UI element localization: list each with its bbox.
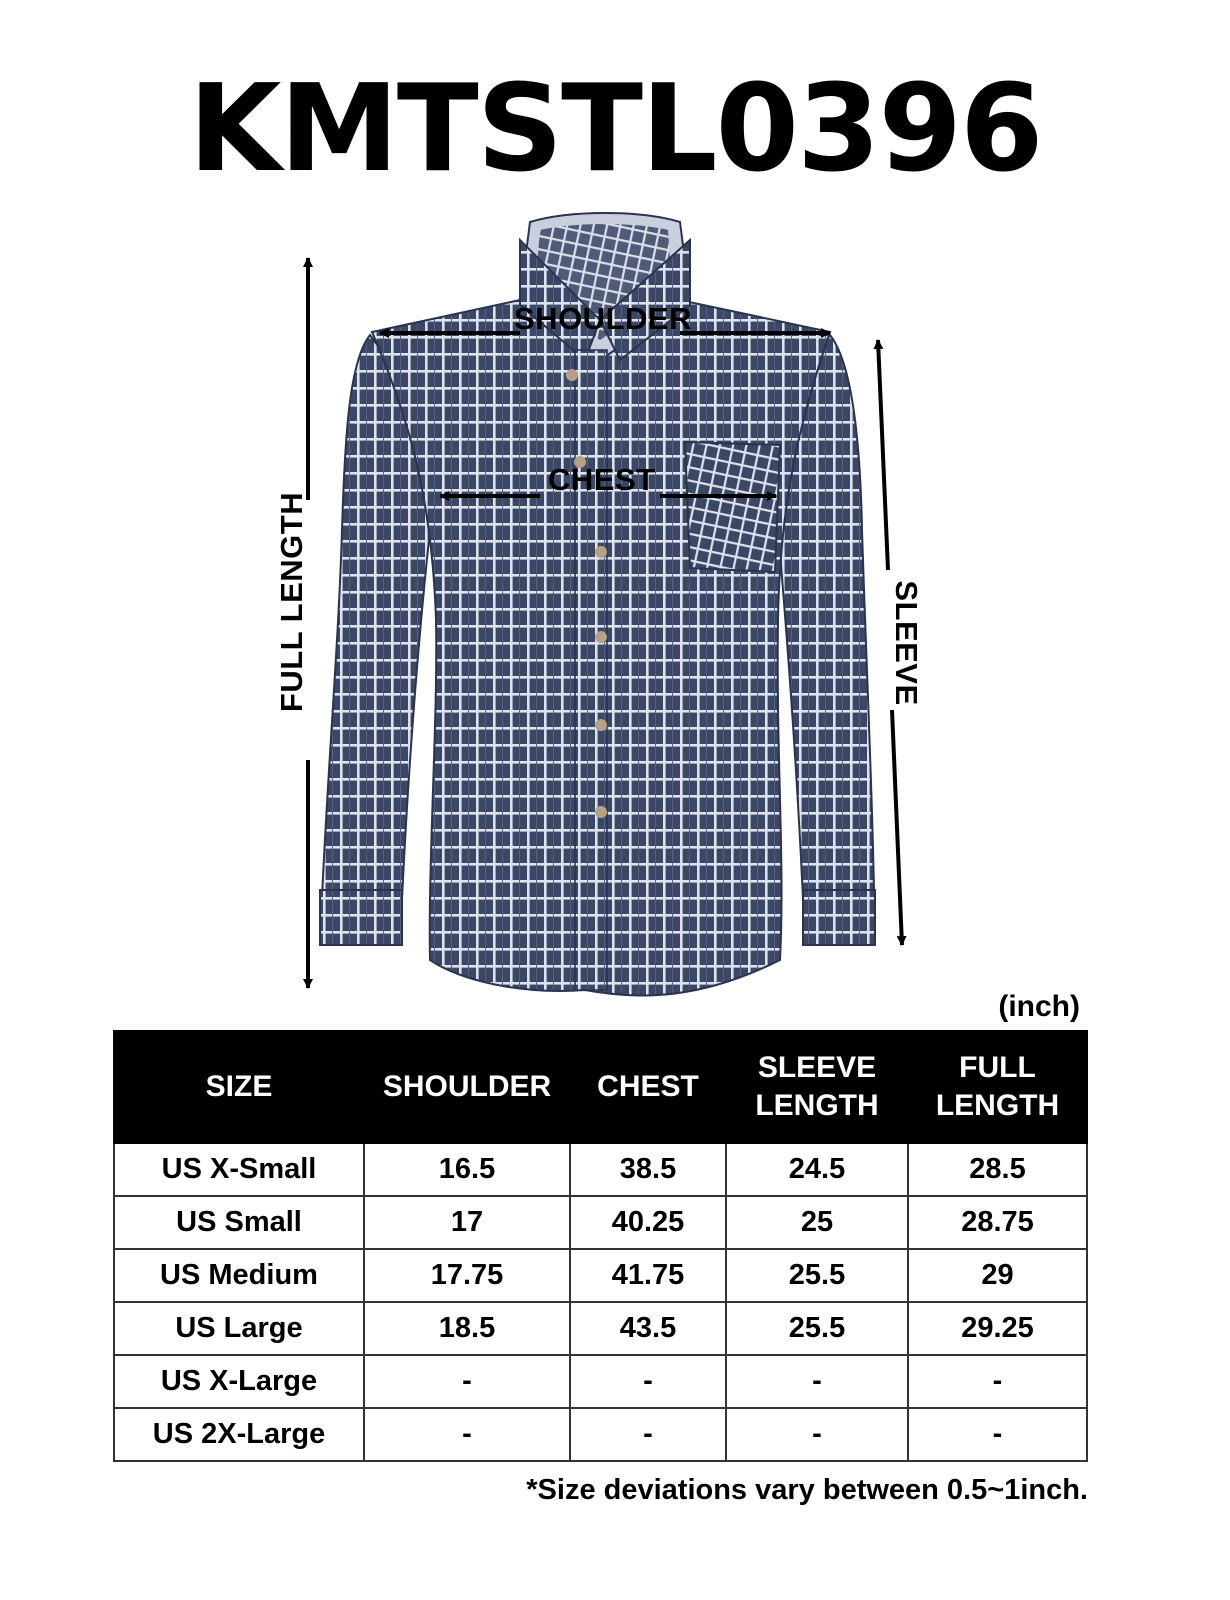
chest-cell: -	[570, 1355, 726, 1408]
full-length-cell: -	[908, 1355, 1087, 1408]
header-size: SIZE	[114, 1031, 364, 1143]
shirt-measurement-figure	[0, 200, 1230, 1000]
shoulder-cell: 18.5	[364, 1302, 570, 1355]
sleeve-cell: 25.5	[726, 1302, 908, 1355]
sleeve-cell: 25	[726, 1196, 908, 1249]
full-length-label: FULL LENGTH	[274, 491, 309, 713]
unit-label: (inch)	[998, 990, 1080, 1023]
sleeve-cell: 24.5	[726, 1143, 908, 1196]
size-cell: US Small	[114, 1196, 364, 1249]
header-chest: CHEST	[570, 1031, 726, 1143]
sleeve-cell: -	[726, 1355, 908, 1408]
table-row	[114, 1408, 1087, 1461]
shoulder-label: SHOULDER	[514, 301, 692, 336]
size-cell: US 2X-Large	[114, 1408, 364, 1461]
chest-label: CHEST	[548, 462, 656, 497]
size-cell: US X-Small	[114, 1143, 364, 1196]
shoulder-cell: -	[364, 1355, 570, 1408]
size-cell: US Large	[114, 1302, 364, 1355]
header-shoulder: SHOULDER	[364, 1031, 570, 1143]
header-sleeve-length: SLEEVE LENGTH	[726, 1031, 908, 1143]
full-length-cell: -	[908, 1408, 1087, 1461]
table-row	[114, 1143, 1087, 1196]
table-header-row	[114, 1031, 1087, 1143]
chest-cell: 43.5	[570, 1302, 726, 1355]
header-full-length: FULL LENGTH	[908, 1031, 1087, 1143]
size-chart-table	[113, 1030, 1088, 1462]
size-cell: US X-Large	[114, 1355, 364, 1408]
table-row	[114, 1355, 1087, 1408]
table-row	[114, 1302, 1087, 1355]
chest-cell: 38.5	[570, 1143, 726, 1196]
size-cell: US Medium	[114, 1249, 364, 1302]
sleeve-cell: 25.5	[726, 1249, 908, 1302]
full-length-cell: 29.25	[908, 1302, 1087, 1355]
chest-cell: -	[570, 1408, 726, 1461]
product-code-title: KMTSTL0396	[188, 60, 1042, 199]
shoulder-cell: 17.75	[364, 1249, 570, 1302]
chest-cell: 40.25	[570, 1196, 726, 1249]
sleeve-arrow	[878, 340, 888, 570]
chest-cell: 41.75	[570, 1249, 726, 1302]
full-length-cell: 28.5	[908, 1143, 1087, 1196]
shoulder-cell: 17	[364, 1196, 570, 1249]
shoulder-cell: -	[364, 1408, 570, 1461]
sleeve-label: SLEEVE	[889, 580, 924, 706]
sleeve-cell: -	[726, 1408, 908, 1461]
table-row	[114, 1249, 1087, 1302]
full-length-cell: 28.75	[908, 1196, 1087, 1249]
size-deviation-note: *Size deviations vary between 0.5~1inch.	[526, 1474, 1088, 1506]
table-row	[114, 1196, 1087, 1249]
full-length-cell: 29	[908, 1249, 1087, 1302]
shoulder-cell: 16.5	[364, 1143, 570, 1196]
